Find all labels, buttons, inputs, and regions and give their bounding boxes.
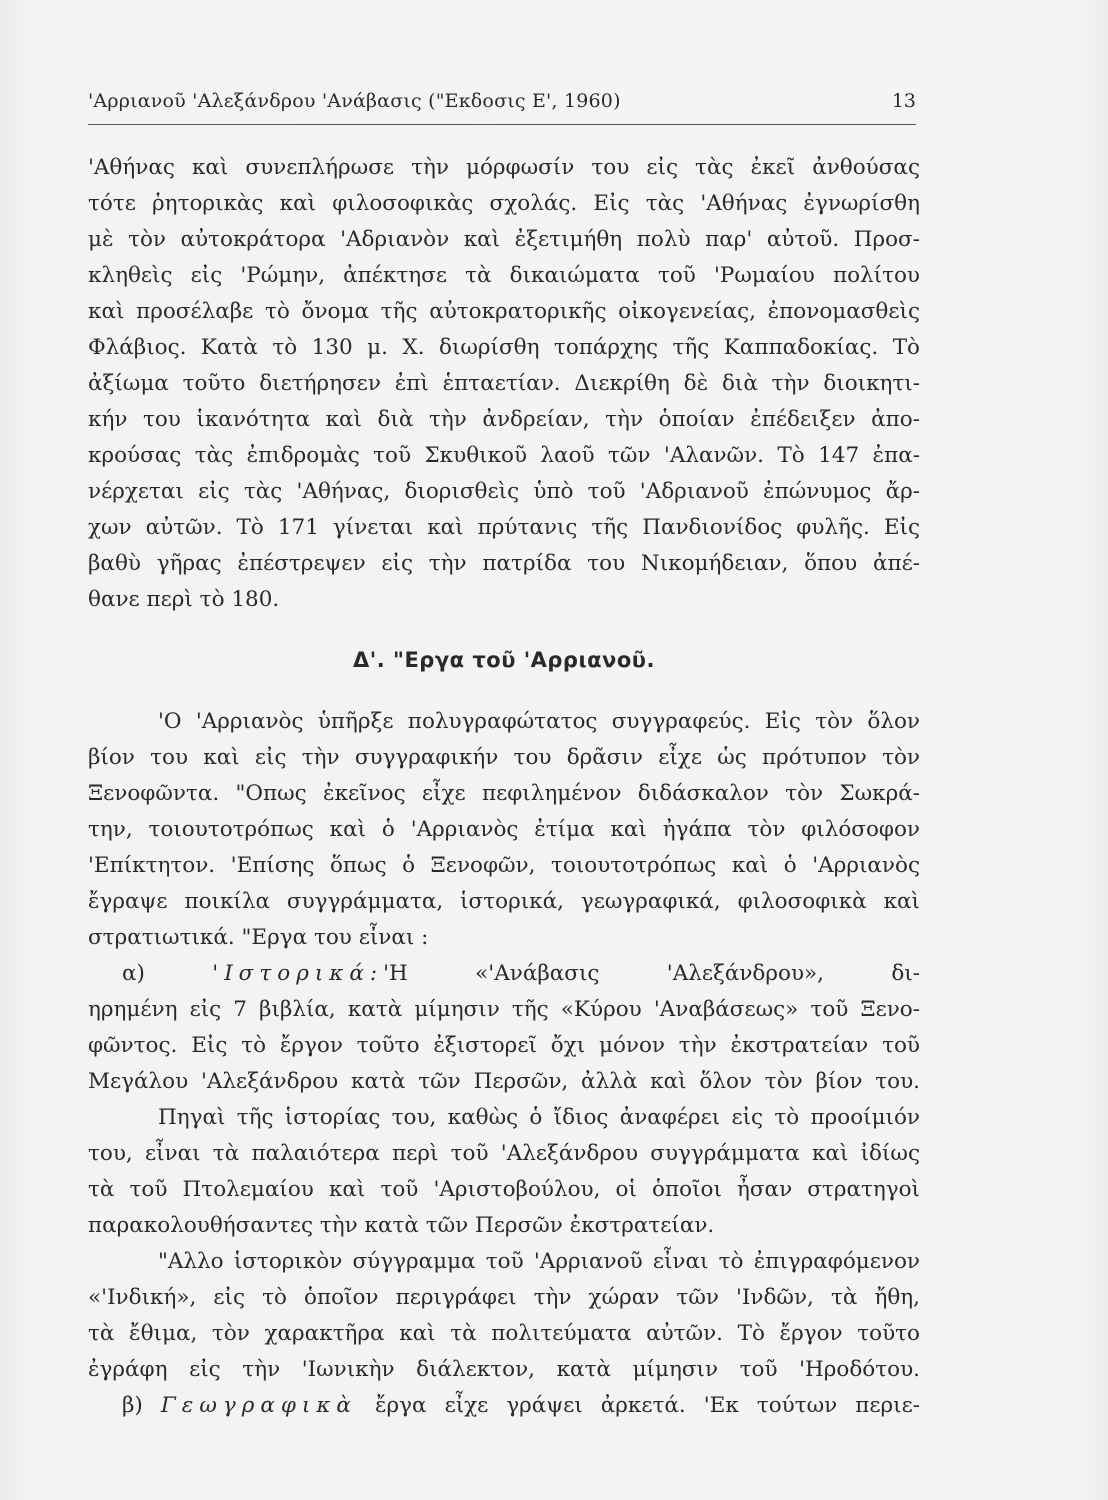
- text-line: βαθὺ γῆρας ἐπέστρεψεν εἰς τὴν πατρίδα του Νικομήδειαν, ὅπου ἀπέ-: [88, 551, 920, 576]
- text-line: στρατιωτικά. "Εργα του εἶναι :: [88, 925, 429, 950]
- text-line: ἔγραψε ποικίλα συγγράμματα, ἱστορικά, γεωγραφικά, φιλοσοφικὰ καὶ: [88, 889, 920, 914]
- text-line: 'Επίκτητον. 'Επίσης ὅπως ὁ Ξενοφῶν, τοιουτοτρόπως καὶ ὁ 'Αρριανὸς: [88, 853, 920, 878]
- text-line: Ξενοφῶντα. "Οπως ἐκεῖνος εἶχε πεφιλημένον διδάσκαλον τὸν Σωκρά-: [88, 781, 920, 806]
- item-a-category: 'Ιστορικά:: [212, 961, 384, 986]
- text-line: 'Ο 'Αρριανὸς ὑπῆρξε πολυγραφώτατος συγγραφεύς. Εἰς τὸν ὅλον: [158, 709, 920, 734]
- paragraph-3: [88, 1100, 920, 1244]
- page-number: 13: [891, 90, 916, 112]
- section-heading: Δ'. "Εργα τοῦ 'Αρριανοῦ.: [353, 648, 655, 672]
- text-line: [88, 1388, 920, 1424]
- text-line: ἐγράφη εἰς τὴν 'Ιωνικὴν διάλεκτον, κατὰ μίμησιν τοῦ 'Ηροδότου.: [88, 1357, 920, 1382]
- text-line: τὰ τοῦ Πτολεμαίου καὶ τοῦ 'Αριστοβούλου, οἱ ὁποῖοι ἦσαν στρατηγοὶ: [88, 1177, 920, 1202]
- item-b-label: β): [122, 1393, 143, 1418]
- paragraph-1: [88, 150, 920, 618]
- text-line: κληθεὶς εἰς 'Ρώμην, ἀπέκτησε τὰ δικαιώματα τοῦ 'Ρωμαίου πολίτου: [88, 263, 920, 288]
- text-line: τότε ῥητορικὰς καὶ φιλοσοφικὰς σχολάς. Εἰς τὰς 'Αθήνας ἐγνωρίσθη: [88, 191, 920, 216]
- text-line: καὶ προσέλαβε τὸ ὄνομα τῆς αὐτοκρατορικῆς οἰκογενείας, ἐπονομασθεὶς: [88, 299, 920, 324]
- text-line: τὰ ἔθιμα, τὸν χαρακτῆρα καὶ τὰ πολιτεύματα αὐτῶν. Τὸ ἔργον τοῦτο: [88, 1321, 920, 1346]
- text-line: ηρημένη εἰς 7 βιβλία, κατὰ μίμησιν τῆς «Κύρου 'Αναβάσεως» τοῦ Ξενο-: [88, 997, 920, 1022]
- text-line: την, τοιουτοτρόπως καὶ ὁ 'Αρριανὸς ἐτίμα καὶ ἠγάπα τὸν φιλόσοφον: [88, 817, 920, 842]
- paragraph-4: [88, 1244, 920, 1388]
- text-line: μὲ τὸν αὐτοκράτορα 'Αδριανὸν καὶ ἐξετιμήθη πολὺ παρ' αὐτοῦ. Προσ-: [88, 227, 920, 252]
- header-title: 'Αρριανοῦ 'Αλεξάνδρου 'Ανάβασις ("Εκδοσις Ε', 1960): [88, 90, 621, 112]
- item-a-first-line: 'Η «'Ανάβασις 'Αλεξάνδρου», δι-: [383, 961, 920, 986]
- text-line: ἀξίωμα τοῦτο διετήρησεν ἐπὶ ἑπταετίαν. Διεκρίθη δὲ διὰ τὴν διοικητι-: [88, 371, 920, 396]
- text-line: χων αὐτῶν. Τὸ 171 γίνεται καὶ πρύτανις τῆς Πανδιονίδος φυλῆς. Εἰς: [88, 515, 920, 540]
- item-b-category: Γεωγραφικὰ: [160, 1393, 357, 1418]
- text-line: 'Αθήνας καὶ συνεπλήρωσε τὴν μόρφωσίν του εἰς τὰς ἐκεῖ ἀνθούσας: [88, 155, 920, 180]
- text-line: Πηγαὶ τῆς ἱστορίας του, καθὼς ὁ ἴδιος ἀναφέρει εἰς τὸ προοίμιόν: [158, 1105, 920, 1130]
- text-line: [88, 956, 920, 992]
- text-line: "Αλλο ἱστορικὸν σύγγραμμα τοῦ 'Αρριανοῦ εἶναι τὸ ἐπιγραφόμενον: [158, 1249, 920, 1274]
- list-item-b: [88, 1388, 920, 1424]
- text-line: βίον του καὶ εἰς τὴν συγγραφικήν του δρᾶσιν εἶχε ὡς πρότυπον τὸν: [88, 745, 920, 770]
- text-line: «'Ινδική», εἰς τὸ ὁποῖον περιγράφει τὴν χώραν τῶν 'Ινδῶν, τὰ ἤθη,: [88, 1285, 920, 1310]
- text-line: παρακολουθήσαντες τὴν κατὰ τῶν Περσῶν ἐκστρατείαν.: [88, 1213, 715, 1238]
- text-line: Μεγάλου 'Αλεξάνδρου κατὰ τῶν Περσῶν, ἀλλὰ καὶ ὅλον τὸν βίον του.: [88, 1069, 920, 1094]
- paragraph-2: [88, 704, 920, 956]
- text-line: κρούσας τὰς ἐπιδρομὰς τοῦ Σκυθικοῦ λαοῦ τῶν 'Αλανῶν. Τὸ 147 ἐπα-: [88, 443, 920, 468]
- running-header: [88, 86, 916, 125]
- text-line: φῶντος. Εἰς τὸ ἔργον τοῦτο ἐξιστορεῖ ὄχι μόνον τὴν ἐκστρατείαν τοῦ: [88, 1033, 920, 1058]
- item-a-label: α): [122, 961, 145, 986]
- text-line: θανε περὶ τὸ 180.: [88, 587, 280, 612]
- text-line: νέρχεται εἰς τὰς 'Αθήνας, διορισθεὶς ὑπὸ τοῦ 'Αδριανοῦ ἐπώνυμος ἄρ-: [88, 479, 920, 504]
- item-b-rest: ἔργα εἶχε γράψει ἀρκετά. 'Εκ τούτων περιε-: [375, 1393, 920, 1418]
- text-line: Φλάβιος. Κατὰ τὸ 130 μ. Χ. διωρίσθη τοπάρχης τῆς Καππαδοκίας. Τὸ: [88, 335, 920, 360]
- list-item-a: [88, 956, 920, 1100]
- page-body: [88, 150, 920, 1424]
- text-line: κήν του ἱκανότητα καὶ διὰ τὴν ἀνδρείαν, τὴν ὁποίαν ἐπέδειξεν ἀπο-: [88, 407, 920, 432]
- text-line: του, εἶναι τὰ παλαιότερα περὶ τοῦ 'Αλεξάνδρου συγγράμματα καὶ ἰδίως: [88, 1141, 920, 1166]
